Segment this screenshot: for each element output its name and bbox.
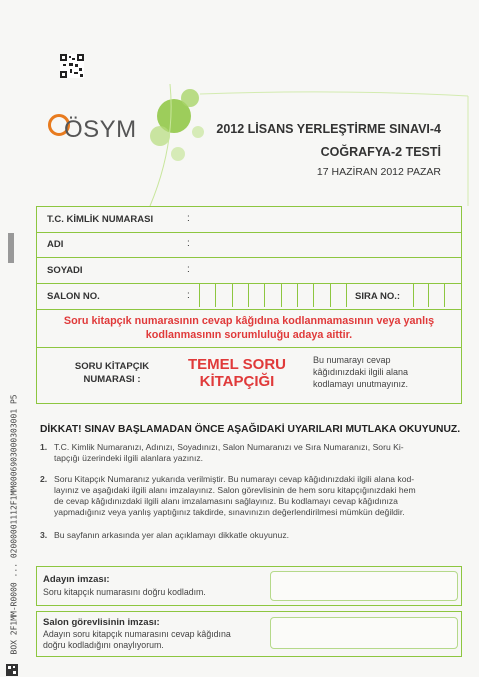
sira-label: SIRA NO.: (355, 291, 401, 302)
kitapcik-value-2: KİTAPÇIĞI (199, 373, 275, 390)
tc-field[interactable] (197, 209, 457, 229)
kitapcik-note-3: kodlamayı unutmayınız. (313, 379, 409, 389)
sira-cells[interactable] (413, 283, 459, 309)
surname-field[interactable] (197, 259, 457, 279)
candidate-signature-desc: Soru kitapçık numarasını doğru kodladım. (43, 587, 206, 597)
officer-signature-title: Salon görevlisinin imzası: (43, 617, 160, 628)
qr-code (60, 54, 84, 78)
surname-label: SOYADI (47, 265, 83, 276)
salon-colon: : (187, 290, 190, 301)
kitapcik-row (37, 348, 461, 402)
kitapcik-note-1: Bu numarayı cevap (313, 355, 391, 365)
side-code-text: BOX 2F1MM-R0000 ... 02000001112F1MM0006903000303001 P5 (9, 394, 19, 655)
officer-signature-desc-1: Adayın soru kitapçık numarasını cevap kâğıdına (43, 629, 231, 639)
instruction-item: 2. Soru Kitapçık Numaranız yukarıda verilmiştir. Bu numarayı cevap kâğıdınızdaki ilgili alana kod- layınız ve aşağıdaki ilgili alanı imzalayınız. Salon görevlisinin de hem soru kitapçığınızdaki hem de cevap kâğıdınızdaki ilgili alanı imzalamasını sağlayınız. Bu kodlamayı cevap kâğıdınıza yapmadığınız veya yanlış yaptığınız takdirde, sınavınızın değerlendirilmesi mümkün değildir. (40, 474, 416, 517)
kitapcik-value-1: TEMEL SORU (187, 356, 287, 373)
tc-colon: : (187, 213, 190, 224)
side-code (4, 394, 19, 660)
candidate-signature-field[interactable] (270, 571, 458, 601)
candidate-signature-title: Adayın imzası: (43, 574, 110, 585)
name-field[interactable] (197, 234, 457, 254)
binding-mark (8, 233, 14, 263)
officer-signature-box (36, 611, 462, 657)
warning-line-2: kodlanmasının sorumluluğu adaya aittir. (145, 329, 353, 341)
salon-label: SALON NO. (47, 291, 100, 302)
tc-label: T.C. KİMLİK NUMARASI (47, 214, 154, 225)
warning-line-1: Soru kitapçık numarasının cevap kâğıdına kodlanmamasının veya yanlış (63, 315, 435, 327)
test-title: COĞRAFYA-2 TESTİ (320, 145, 441, 159)
exam-date: 17 HAZİRAN 2012 PAZAR (316, 166, 441, 178)
kitapcik-label-2: NUMARASI : (83, 374, 141, 385)
warning-row (37, 309, 461, 348)
name-row (37, 232, 461, 258)
exam-title: 2012 LİSANS YERLEŞTİRME SINAVI-4 (216, 122, 441, 136)
kitapcik-note-2: kâğıdınızdaki ilgili alana (313, 367, 409, 377)
instruction-item: 1. T.C. Kimlik Numaranızı, Adınızı, Soyadınızı, Salon Numaranızı ve Sıra Numaranızı, Soru Ki- tapçığı üzerindeki ilgili alanlara yazınız. (40, 442, 404, 463)
osym-logo (48, 110, 158, 150)
kitapcik-label-1: SORU KİTAPÇIK (74, 361, 150, 372)
candidate-info-form (36, 206, 462, 404)
logo-text: ÖSYM (64, 116, 137, 143)
salon-cells[interactable] (199, 283, 347, 309)
officer-signature-field[interactable] (270, 617, 458, 649)
tc-row (37, 207, 461, 233)
surname-row (37, 257, 461, 284)
candidate-signature-box (36, 566, 462, 606)
side-qr-icon (6, 664, 18, 676)
name-label: ADI (47, 239, 64, 250)
salon-row (37, 283, 461, 310)
instructions-heading: DİKKAT! SINAV BAŞLAMADAN ÖNCE AŞAĞIDAKİ UYARILARI MUTLAKA OKUYUNUZ. (40, 424, 461, 435)
name-colon: : (187, 238, 190, 249)
surname-colon: : (187, 264, 190, 275)
instruction-item: 3. Bu sayfanın arkasında yer alan açıklamayı dikkatle okuyunuz. (40, 530, 290, 540)
officer-signature-desc-2: doğru kodladığını onaylıyorum. (43, 640, 164, 650)
